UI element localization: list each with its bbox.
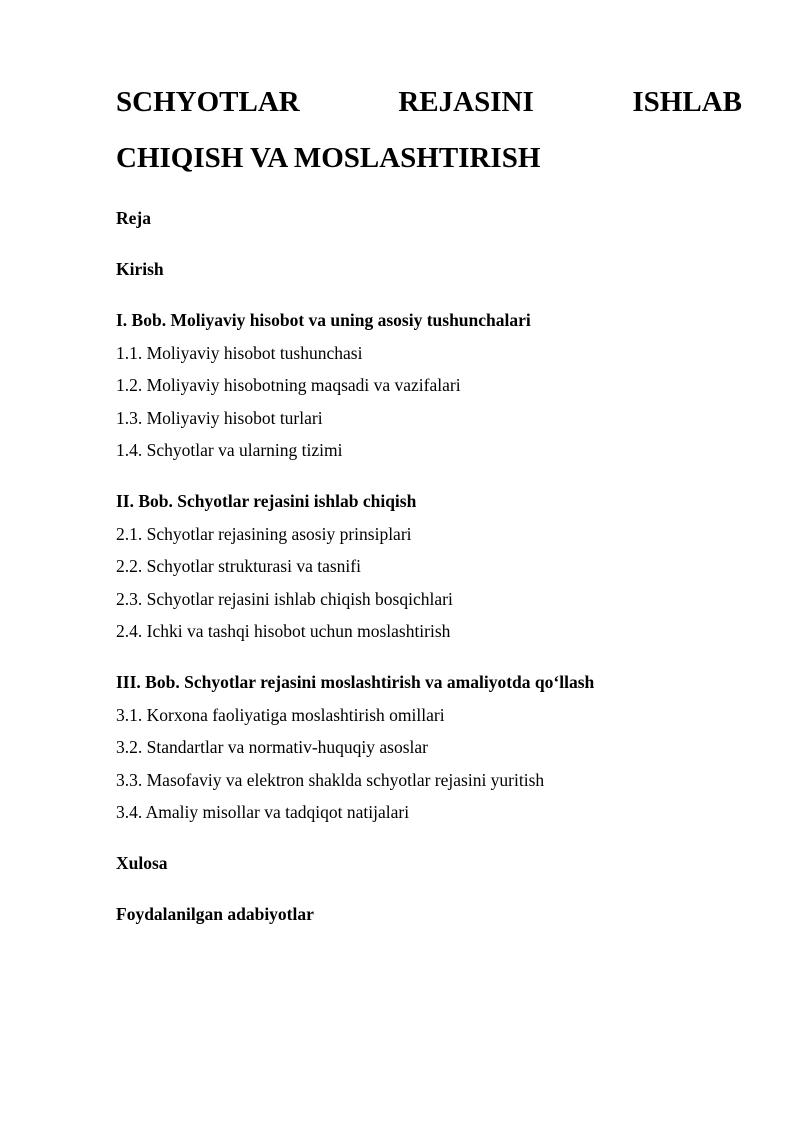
conclusion-label: Xulosa	[116, 853, 168, 873]
list-item: 1.1. Moliyaviy hisobot tushunchasi	[116, 342, 363, 363]
list-item: 3.2. Standartlar va normativ-huquqiy asoslar	[116, 737, 429, 757]
chapter-1	[116, 308, 742, 462]
chapter-heading: II. Bob. Schyotlar rejasini ishlab chiqish	[116, 491, 417, 511]
title-line-2: CHIQISH VA MOSLASHTIRISH	[116, 142, 541, 174]
list-item: 3.3. Masofaviy va elektron shaklda schyotlar rejasini yuritish	[116, 769, 545, 790]
chapter-3	[116, 670, 742, 824]
title-word: SCHYOTLAR	[116, 86, 300, 118]
list-item: 1.4. Schyotlar va ularning tizimi	[116, 440, 343, 460]
document-title	[116, 74, 742, 186]
chapter-2	[116, 489, 742, 643]
chapter-heading: I. Bob. Moliyaviy hisobot va uning asosiy tushunchalari	[116, 310, 531, 330]
list-item: 2.3. Schyotlar rejasini ishlab chiqish bosqichlari	[116, 588, 453, 609]
references-label: Foydalanilgan adabiyotlar	[116, 904, 314, 924]
list-item: 3.1. Korxona faoliyatiga moslashtirish omillari	[116, 704, 445, 725]
list-item: 3.4. Amaliy misollar va tadqiqot natijalari	[116, 802, 410, 822]
document-page	[116, 74, 742, 924]
list-item: 1.3. Moliyaviy hisobot turlari	[116, 407, 323, 428]
list-item: 2.2. Schyotlar strukturasi va tasnifi	[116, 556, 361, 576]
title-word: ISHLAB	[632, 86, 742, 118]
chapter-heading: III. Bob. Schyotlar rejasini moslashtirish va amaliyotda qo‘llash	[116, 672, 595, 692]
intro-label: Kirish	[116, 259, 164, 279]
list-item: 2.4. Ichki va tashqi hisobot uchun moslashtirish	[116, 621, 451, 641]
list-item: 1.2. Moliyaviy hisobotning maqsadi va vazifalari	[116, 375, 461, 395]
list-item: 2.1. Schyotlar rejasining asosiy prinsiplari	[116, 523, 412, 544]
title-line-1	[116, 74, 742, 130]
plan-label: Reja	[116, 208, 151, 228]
title-word: REJASINI	[398, 86, 534, 118]
